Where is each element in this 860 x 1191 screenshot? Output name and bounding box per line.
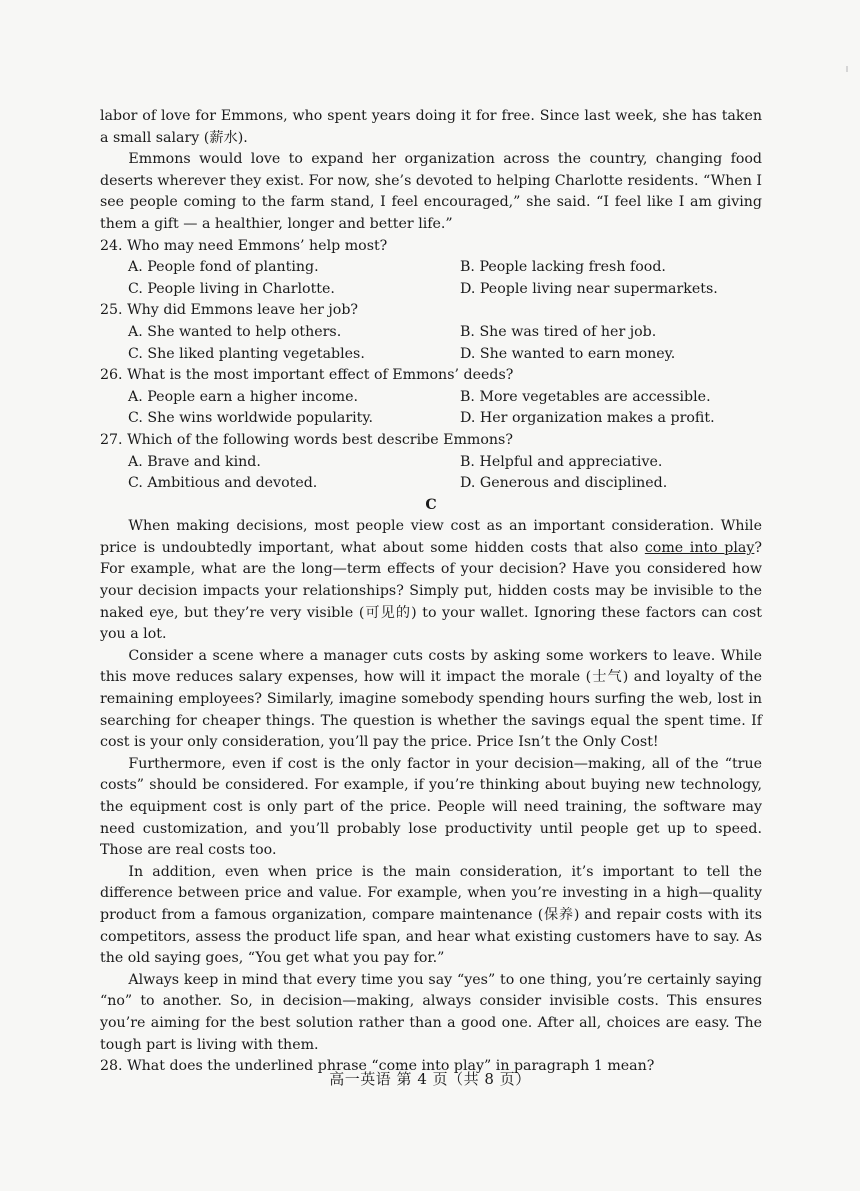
- option-c[interactable]: C. She wins worldwide popularity.: [128, 410, 373, 427]
- option-c[interactable]: C. Ambitious and devoted.: [128, 475, 318, 492]
- question-26-options: [100, 387, 762, 430]
- question-28: 28. What does the underlined phrase “come into play” in paragraph 1 mean?: [100, 1058, 655, 1075]
- option-d[interactable]: D. Generous and disciplined.: [460, 475, 668, 492]
- underlined-phrase: come into play: [644, 539, 755, 556]
- option-b[interactable]: B. More vegetables are accessible.: [460, 388, 711, 405]
- option-a[interactable]: A. People earn a higher income.: [128, 388, 358, 405]
- option-d[interactable]: D. Her organization makes a profit.: [460, 410, 715, 427]
- option-b[interactable]: B. She was tired of her job.: [460, 323, 657, 340]
- paragraph-text: When making decisions, most people view cost as an important consideration. While price is undoubtedly important, what about some hidden costs that also: [100, 518, 762, 556]
- option-d[interactable]: D. People living near supermarkets.: [460, 280, 718, 297]
- paragraph-text: labor of love for Emmons, who spent years doing it for free. Since last week, she has taken a small salary (: [100, 108, 762, 146]
- question-24: 24. Who may need Emmons’ help most?: [100, 237, 388, 254]
- option-b[interactable]: B. Helpful and appreciative.: [460, 453, 663, 470]
- question-25-options: [100, 322, 762, 365]
- passage-c-paragraph-5: Always keep in mind that every time you say “yes” to one thing, you’re certainly saying “no” to another. So, in decision—making, always consider invisible costs. This ensures you’re aiming for the best solution rather than a good one. After all, choices are easy. The tough part is living with them.: [100, 971, 762, 1053]
- passage-b-paragraph: Emmons would love to expand her organization across the country, changing food deserts wherever they exist. For now, she’s devoted to helping Charlotte residents. “When I see people coming to the farm stand, I feel encouraged,” she said. “I feel like I am giving them a gift — a healthier, longer and better life.”: [100, 151, 763, 232]
- scan-mark: [846, 66, 848, 72]
- passage-c-paragraph-1: [100, 516, 762, 646]
- gloss-chinese: 薪水: [209, 129, 238, 146]
- page-content: [100, 106, 762, 1078]
- option-c[interactable]: C. People living in Charlotte.: [128, 280, 335, 297]
- option-a[interactable]: A. Brave and kind.: [128, 453, 261, 470]
- option-b[interactable]: B. People lacking fresh food.: [460, 259, 666, 276]
- question-24-options: [100, 257, 762, 300]
- passage-c-paragraph-2: Consider a scene where a manager cuts costs by asking some workers to leave. While this move reduces salary expenses, how will it impact the morale (士气) and loyalty of the remaining employees? Similarly, imagine somebody spending hours surfing the web, lost in searching for cheaper things. The question is whether the savings equal the spent time. If cost is your only consideration, you’ll pay the price. Price Isn’t the Only Cost!: [100, 647, 762, 751]
- paragraph-text: ? For example, what are the long—term effects of your decision? Have you considered how your decision impacts your relationships? Simply put, hidden costs may be invisible to the naked eye, but they’re very visible (可见的) to your wallet. Ignoring these factors can cost you a lot.: [100, 539, 762, 643]
- paragraph-text: ).: [237, 129, 248, 146]
- option-a[interactable]: A. She wanted to help others.: [128, 323, 342, 340]
- question-27: 27. Which of the following words best describe Emmons?: [100, 431, 513, 448]
- question-27-options: [100, 452, 762, 495]
- question-26: 26. What is the most important effect of Emmons’ deeds?: [100, 367, 514, 384]
- option-a[interactable]: A. People fond of planting.: [128, 259, 319, 276]
- passage-c-paragraph-4: In addition, even when price is the main consideration, it’s important to tell the difference between price and value. For example, when you’re investing in a high—quality product from a famous organization, compare maintenance (保养) and repair costs with its competitors, assess the product life span, and hear what existing customers have to say. As the old saying goes, “You get what you pay for.”: [100, 863, 762, 967]
- section-heading-c: C: [425, 496, 437, 513]
- page-footer: 高一英语 第 4 页（共 8 页）: [329, 1070, 531, 1088]
- passage-b-paragraph-end: [100, 106, 762, 149]
- option-d[interactable]: D. She wanted to earn money.: [460, 345, 676, 362]
- passage-c-paragraph-3: Furthermore, even if cost is the only factor in your decision—making, all of the “true costs” should be considered. For example, if you’re thinking about buying new technology, the equipment cost is only part of the price. People will need training, the software may need customization, and you’ll probably lose productivity until people get up to speed. Those are real costs too.: [100, 755, 762, 859]
- option-c[interactable]: C. She liked planting vegetables.: [128, 345, 365, 362]
- question-25: 25. Why did Emmons leave her job?: [100, 302, 359, 319]
